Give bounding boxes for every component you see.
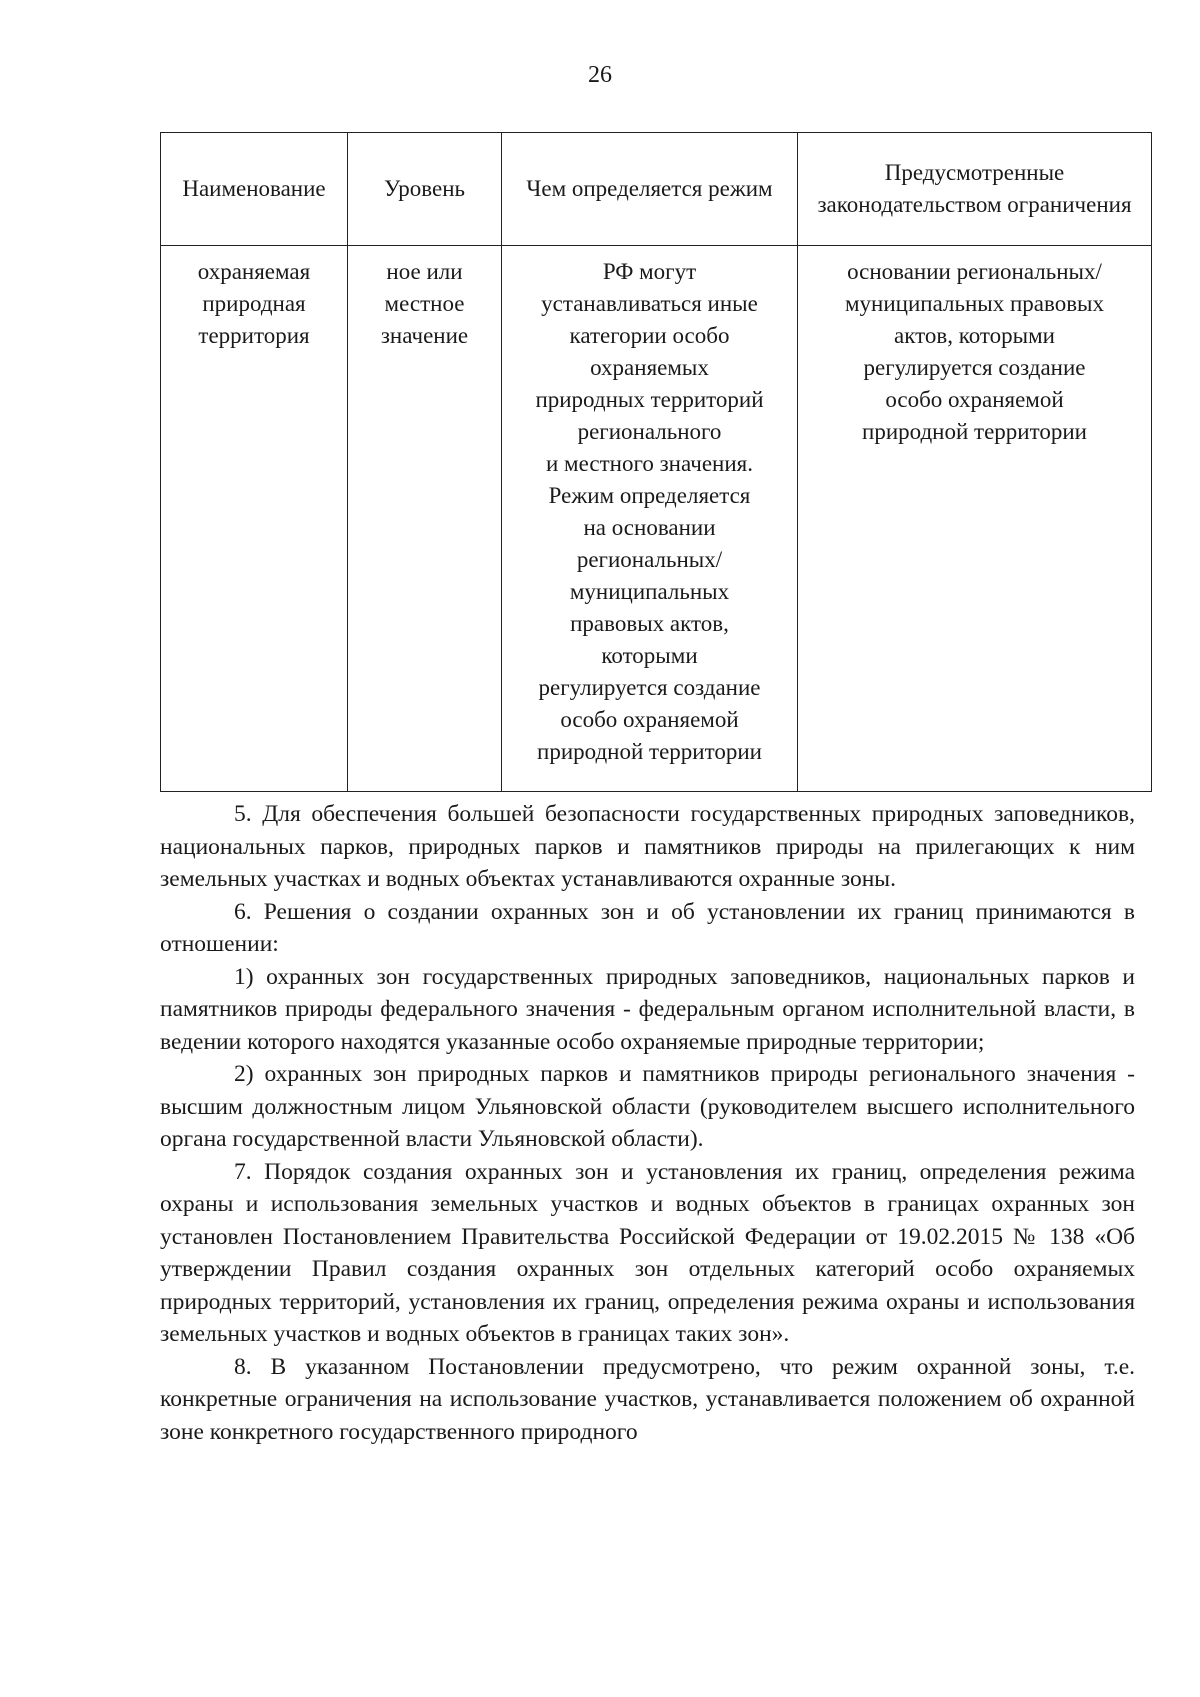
paragraph-8: 8. В указанном Постановлении предусмотрено, что режим охранной зоны, т.е. конкретные ограничения на использование участков, устанавливается положением об охранной зоне конкретного государственного природного bbox=[160, 1353, 1135, 1445]
cell-line: особо охраняемой bbox=[560, 707, 739, 732]
header-restrictions: Предусмотренные законодательством ограничения bbox=[798, 133, 1152, 246]
cell-line: территория bbox=[198, 323, 310, 348]
cell-line: устанавливаться иные bbox=[541, 291, 758, 316]
cell-line: регулируется создание bbox=[538, 675, 761, 700]
paragraph-6-item-2: 2) охранных зон природных парков и памятников природы регионального значения - высшим должностным лицом Ульяновской области (руководителем высшего исполнительного органа государственной власти Ульяновской области). bbox=[160, 1061, 1135, 1152]
paragraph-7: 7. Порядок создания охранных зон и установления их границ, определения режима охраны и использования земельных участков и водных объектов в границах охранных зон установлен Постановлением Правительства Российской Федерации от 19.02.2015 № 138 «Об утверждении Правил создания охранных зон отдельных категорий особо охраняемых природных территорий, установления их границ, определения режима охраны и использования земельных участков и водных объектов в границах таких зон». bbox=[160, 1158, 1135, 1347]
cell-level bbox=[348, 246, 502, 792]
cell-line: значение bbox=[380, 323, 469, 348]
cell-regime bbox=[502, 246, 798, 792]
cell-line: муниципальных bbox=[569, 579, 730, 604]
cell-line: РФ могут bbox=[602, 259, 697, 284]
cell-line: которыми bbox=[601, 643, 698, 668]
cell-line: актов, которыми bbox=[894, 323, 1055, 348]
cell-line: муниципальных правовых bbox=[844, 291, 1105, 316]
cell-line: местное bbox=[384, 291, 465, 316]
page-number: 26 bbox=[588, 62, 612, 88]
cell-line: региональных/ bbox=[576, 547, 723, 572]
paragraph-5: 5. Для обеспечения большей безопасности государственных природных заповедников, национальных парков, природных парков и памятников природы на прилегающих к ним земельных участках и водных объектах устанавливаются охранные зоны. bbox=[160, 801, 1135, 892]
cell-line: Режим определяется bbox=[548, 483, 751, 508]
cell-line: регулируется создание bbox=[863, 355, 1086, 380]
cell-line: ное или bbox=[386, 259, 463, 284]
header-regime: Чем определяется режим bbox=[502, 133, 798, 246]
paragraph-6: 6. Решения о создании охранных зон и об установлении их границ принимаются в отношении: bbox=[160, 898, 1135, 957]
header-level: Уровень bbox=[348, 133, 502, 246]
cell-line: и местного значения. bbox=[546, 451, 753, 476]
body-text bbox=[160, 798, 1135, 1448]
cell-line: природная bbox=[202, 291, 306, 316]
cell-line: охраняемая bbox=[197, 259, 311, 284]
cell-line: природных территорий bbox=[535, 387, 764, 412]
cell-line: основании региональных/ bbox=[847, 259, 1102, 284]
regime-table bbox=[160, 132, 1152, 792]
cell-line: особо охраняемой bbox=[885, 387, 1064, 412]
cell-line: природной территории bbox=[537, 739, 762, 764]
table-header-row bbox=[161, 133, 1152, 246]
header-name: Наименование bbox=[161, 133, 348, 246]
cell-line: на основании bbox=[583, 515, 716, 540]
paragraph-6-item-1: 1) охранных зон государственных природных заповедников, национальных парков и памятников природы федерального значения - федеральным органом исполнительной власти, в ведении которого находятся указанные особо охраняемые природные территории; bbox=[160, 963, 1135, 1055]
table-row bbox=[161, 246, 1152, 792]
cell-line: природной территории bbox=[862, 419, 1087, 444]
cell-restrictions bbox=[798, 246, 1152, 792]
cell-line: охраняемых bbox=[590, 355, 709, 380]
cell-name bbox=[161, 246, 348, 792]
cell-line: категории особо bbox=[569, 323, 730, 348]
cell-line: регионального bbox=[577, 419, 722, 444]
cell-line: правовых актов, bbox=[570, 611, 729, 636]
